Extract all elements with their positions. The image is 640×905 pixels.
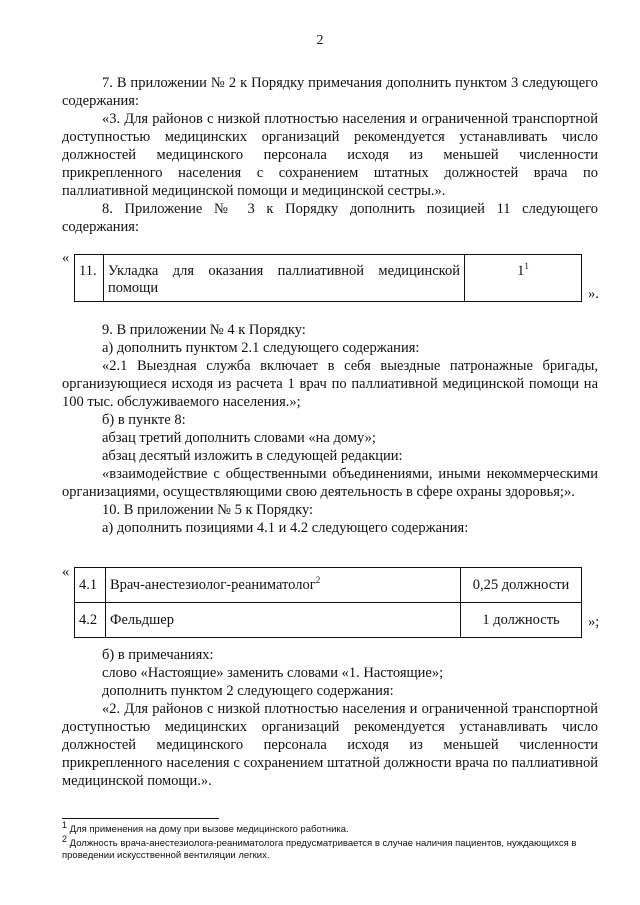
table-position-11 (74, 254, 582, 302)
table-cell-value-text: 1 (517, 263, 525, 279)
section-items-9-10 (62, 321, 598, 537)
footnote-text: Для применения на дому при вызове медицинского работника. (67, 824, 349, 835)
footnote-1 (62, 819, 602, 836)
table-row (75, 255, 582, 302)
paragraph-replace-word: слово «Настоящие» заменить словами «1. Настоящие»; (102, 665, 444, 681)
table-row (75, 603, 582, 638)
footnote-ref-1: 1 (524, 261, 529, 272)
section-items-7-8 (62, 74, 598, 236)
table2-close-quote: »; (588, 614, 600, 630)
table-cell-name-text: Врач-анестезиолог-реаниматолог (110, 577, 316, 593)
table-cell-num: 11. (75, 255, 104, 302)
paragraph-item-10b: б) в примечаниях: (102, 647, 214, 663)
paragraph-item-9a: а) дополнить пунктом 2.1 следующего содержания: (102, 340, 420, 356)
table-cell-name (106, 568, 461, 603)
table-cell-num: 4.2 (75, 603, 106, 638)
footnote-mark: 1 (62, 819, 68, 830)
table-cell-name: Укладка для оказания паллиативной медицинской помощи (104, 255, 465, 302)
paragraph-item-9b: б) в пункте 8: (102, 412, 186, 428)
page-number: 2 (316, 33, 324, 48)
table2-open-quote: « (62, 564, 70, 580)
table-cell-value: 0,25 должности (461, 568, 582, 603)
paragraph-interaction: «взаимодействие с общественными объединениями, иными некоммерческими организациями, осуществляющими свою деятельность в сфере охраны здоровья;». (62, 466, 598, 500)
footnote-2 (62, 833, 602, 862)
table-row (75, 568, 582, 603)
footnote-ref-2: 2 (315, 575, 321, 586)
paragraph-item-8: 8. Приложение № 3 к Порядку дополнить позицией 11 следующего содержания: (62, 201, 598, 235)
paragraph-note-3: «3. Для районов с низкой плотностью населения и ограниченной транспортной доступностью медицинских организаций рекомендуется устанавливать число должностей медицинского персонала исходя из меньшей численности прикрепленного населения с сохранением штатных должностей врача по паллиативной медицинской помощи и медицинской сестры.». (62, 111, 598, 199)
footnote-mark: 2 (62, 833, 68, 844)
paragraph-item-7: 7. В приложении № 2 к Порядку примечания дополнить пунктом 3 следующего содержания: (62, 75, 598, 109)
paragraph-item-9: 9. В приложении № 4 к Порядку: (102, 322, 306, 338)
paragraph-item-2-1: «2.1 Выездная служба включает в себя выездные патронажные бригады, организующиеся исходя из расчета 1 врач по паллиативной медицинской помощи на 100 тыс. обслуживаемого населения.»; (62, 358, 598, 410)
paragraph-add-item-2: дополнить пунктом 2 следующего содержания: (102, 683, 394, 699)
table-cell-value: 1 должность (461, 603, 582, 638)
table1-close-quote: ». (588, 286, 599, 302)
table1-open-quote: « (62, 250, 70, 266)
footnote-separator (62, 818, 219, 819)
paragraph-abzac-3: абзац третий дополнить словами «на дому»; (102, 430, 376, 446)
table-cell-num: 4.1 (75, 568, 106, 603)
paragraph-abzac-10: абзац десятый изложить в следующей редакции: (102, 448, 403, 464)
paragraph-note-2: «2. Для районов с низкой плотностью населения и ограниченной транспортной доступностью медицинских организаций рекомендуется устанавливать число должностей медицинского персонала исходя из меньшей численности прикрепленного населения с сохранением штатной должности врача по паллиативной медицинской помощи.». (62, 701, 598, 789)
table-cell-name: Фельдшер (106, 603, 461, 638)
table-cell-value (465, 255, 582, 302)
paragraph-item-10: 10. В приложении № 5 к Порядку: (102, 502, 314, 518)
footnote-text: Должность врача-анестезиолога-реаниматолога предусматривается в случае наличия пациентов, нуждающихся в проведении искусственной вентиляции легких. (62, 838, 577, 861)
section-item-10b (62, 646, 598, 790)
paragraph-item-10a: а) дополнить позициями 4.1 и 4.2 следующего содержания: (102, 520, 469, 536)
table-positions-4-1-4-2 (74, 567, 582, 638)
